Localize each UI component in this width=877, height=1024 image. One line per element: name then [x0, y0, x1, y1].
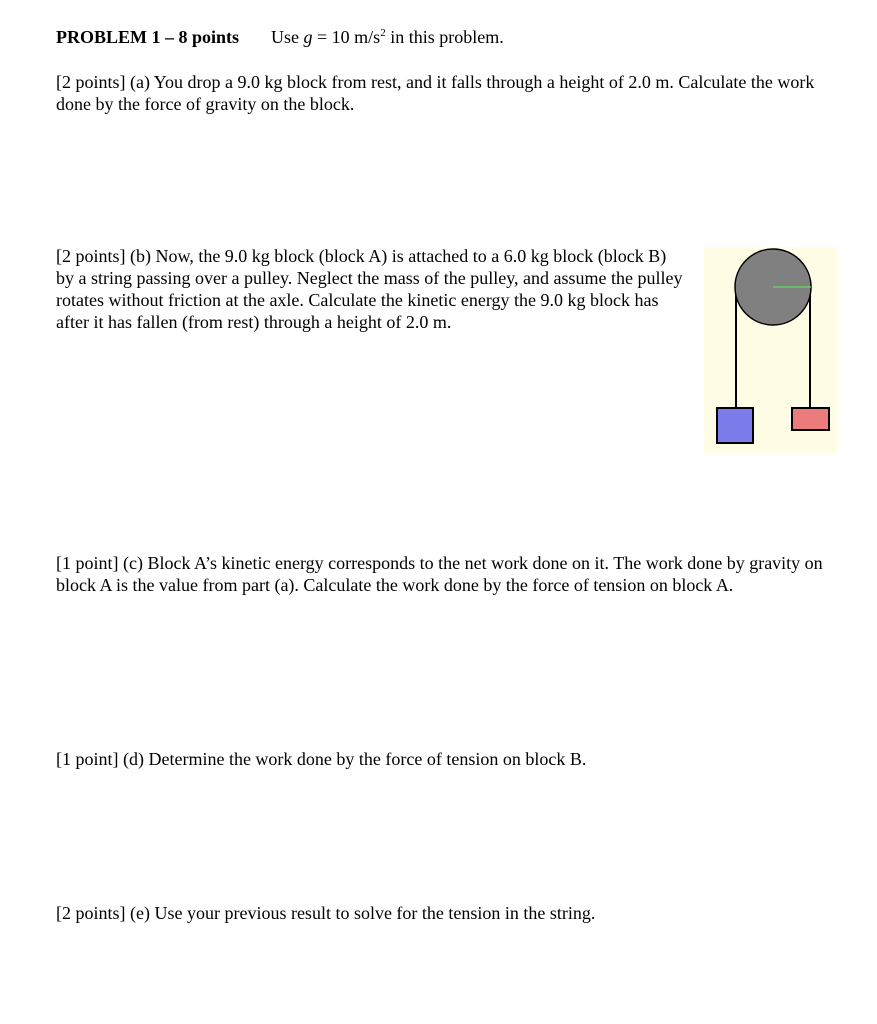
exponent: 2	[380, 27, 386, 39]
block-a	[717, 408, 753, 443]
problem-title: PROBLEM 1 – 8 points	[56, 27, 240, 47]
pulley-diagram	[704, 247, 837, 454]
gravity-equation: = 10 m/s	[312, 27, 381, 47]
part-a-question: [2 points] (a) You drop a 9.0 kg block from rest, and it falls through a height of 2.0 m. Calculate the work done by the force of gravity on the block.	[56, 72, 815, 114]
part-c-question: [1 point] (c) Block A’s kinetic energy corresponds to the net work done on it. The work done by gravity on block A is the value from part (a). Calculate the work done by the force of tension on block A.	[56, 553, 823, 595]
block-b	[792, 408, 829, 430]
part-b-question: [2 points] (b) Now, the 9.0 kg block (block A) is attached to a 6.0 kg block (block B) by a string passing over a pulley. Neglect the mass of the pulley, and assume the pulley rotates without friction at the axle. Calculate the kinetic energy the 9.0 kg block has after it has fallen (from rest) through a height of 2.0 m.	[56, 246, 683, 332]
use-text: Use	[271, 27, 304, 47]
g-symbol: g	[303, 27, 313, 47]
part-d-question: [1 point] (d) Determine the work done by the force of tension on block B.	[56, 749, 587, 769]
header-suffix: in this problem.	[385, 27, 504, 47]
problem-header	[56, 26, 504, 48]
part-e-question: [2 points] (e) Use your previous result to solve for the tension in the string.	[56, 903, 596, 923]
